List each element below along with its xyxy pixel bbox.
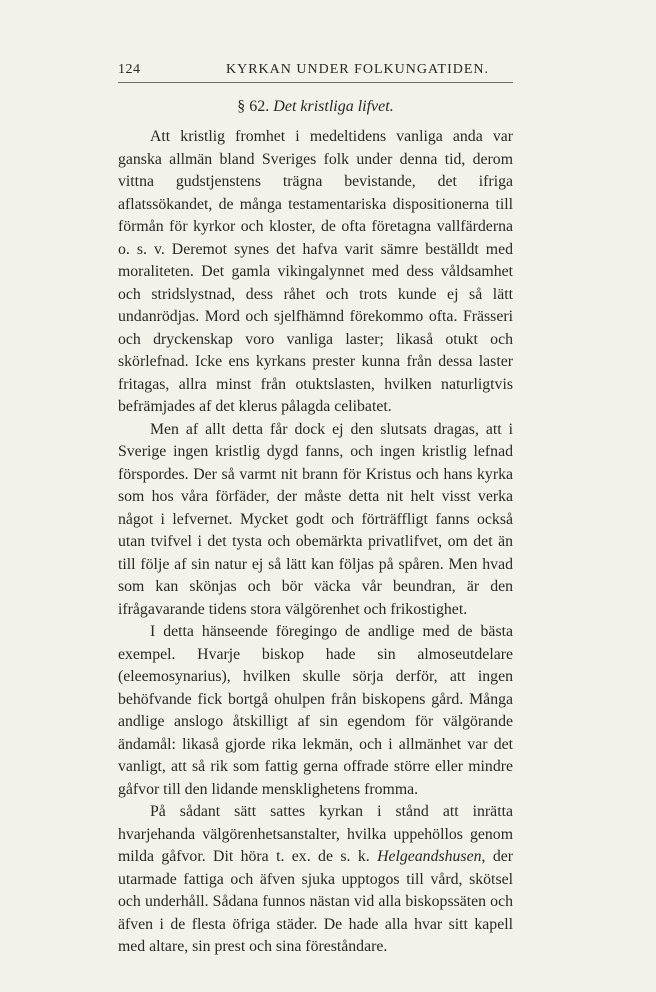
section-title: Det kristliga lifvet. <box>273 98 394 115</box>
emphasized-term: Helgeandshusen <box>377 848 482 865</box>
section-number: § 62. <box>237 98 270 115</box>
body-text <box>118 126 513 959</box>
paragraph: Men af allt detta får dock ej den slutsats dragas, att i Sverige ingen kristlig dygd fanns, och ingen kristlig lefnad förspordes. Der så varmt nit brann för Kristus och hans kyrka som hos våra förfäder, der måste detta nit helt visst verka något i lefvernet. Mycket godt och förträffligt fanns också utan tvifvel i det tysta och obemärkta privatlifvet, om det än till följe af sin natur ej så lätt kan följas på spåren. Men hvad som kan skönjas och bör väcka vår beundran, är den ifrågavarande tidens stora välgörenhet och frikostighet. <box>118 420 513 618</box>
paragraph-text: , der utarmade fattiga och äfven sjuka upptogos till vård, skötsel och underhåll. Sådana funnos nästan vid alla biskopssäten och äfven i de flesta öfriga städer. De hade alla hvar sitt kapell med altare, sin prest och sina föreståndare. <box>118 848 513 955</box>
paragraph: Att kristlig fromhet i medeltidens vanliga anda var ganska allmän bland Sveriges folk under denna tid, derom vittna gudstjenstens trägna bevistande, det ifriga aflatssökandet, de många testamentariska dispositionerna till förmån för kyrkor och kloster, de ofta företagna vallfärderna o. s. v. Deremot synes det hafva varit sämre beställdt med moraliteten. Det gamla vikingalynnet med dess våldsamhet och stridslystnad, dess råhet och trots kunde ej så lätt undanrödjas. Mord och sjelfhämnd förekommo ofta. Frässeri och dryckenskap voro vanliga laster; likaså otukt och skörlefnad. Icke ens kyrkans prester kunna från dessa laster fritagas, allra minst från otuktslasten, hvilken naturligtvis befrämjades af det klerus pålagda celibatet. <box>118 128 513 415</box>
paragraph-text: På sådant sätt sattes kyrkan i stånd att inrätta hvarjehanda välgörenhetsanstalter, hvilka uppehöllos genom milda gåfvor. Dit höra t. ex. de s. k. <box>118 803 513 865</box>
header-rule <box>118 82 513 83</box>
running-title: KYRKAN UNDER FOLKUNGATIDEN. <box>226 62 490 77</box>
paragraph: I detta hänseende föregingo de andlige med de bästa exempel. Hvarje biskop hade sin almoseutdelare (eleemosynarius), hvilken skulle sörja derför, att ingen behöfvande fick bortgå ohulpen från biskopens gård. Många andlige anslogo åtskilligt af sin egendom för välgörande ändamål: likaså gjorde rika lekmän, och i allmänhet var det vanligt, att så rik som fattig gerna offrade större eller mindre gåfvor till den lidande mensklighetens fromma. <box>118 623 513 798</box>
paragraph <box>118 801 513 959</box>
section-heading <box>118 98 513 116</box>
page-number: 124 <box>118 62 141 77</box>
